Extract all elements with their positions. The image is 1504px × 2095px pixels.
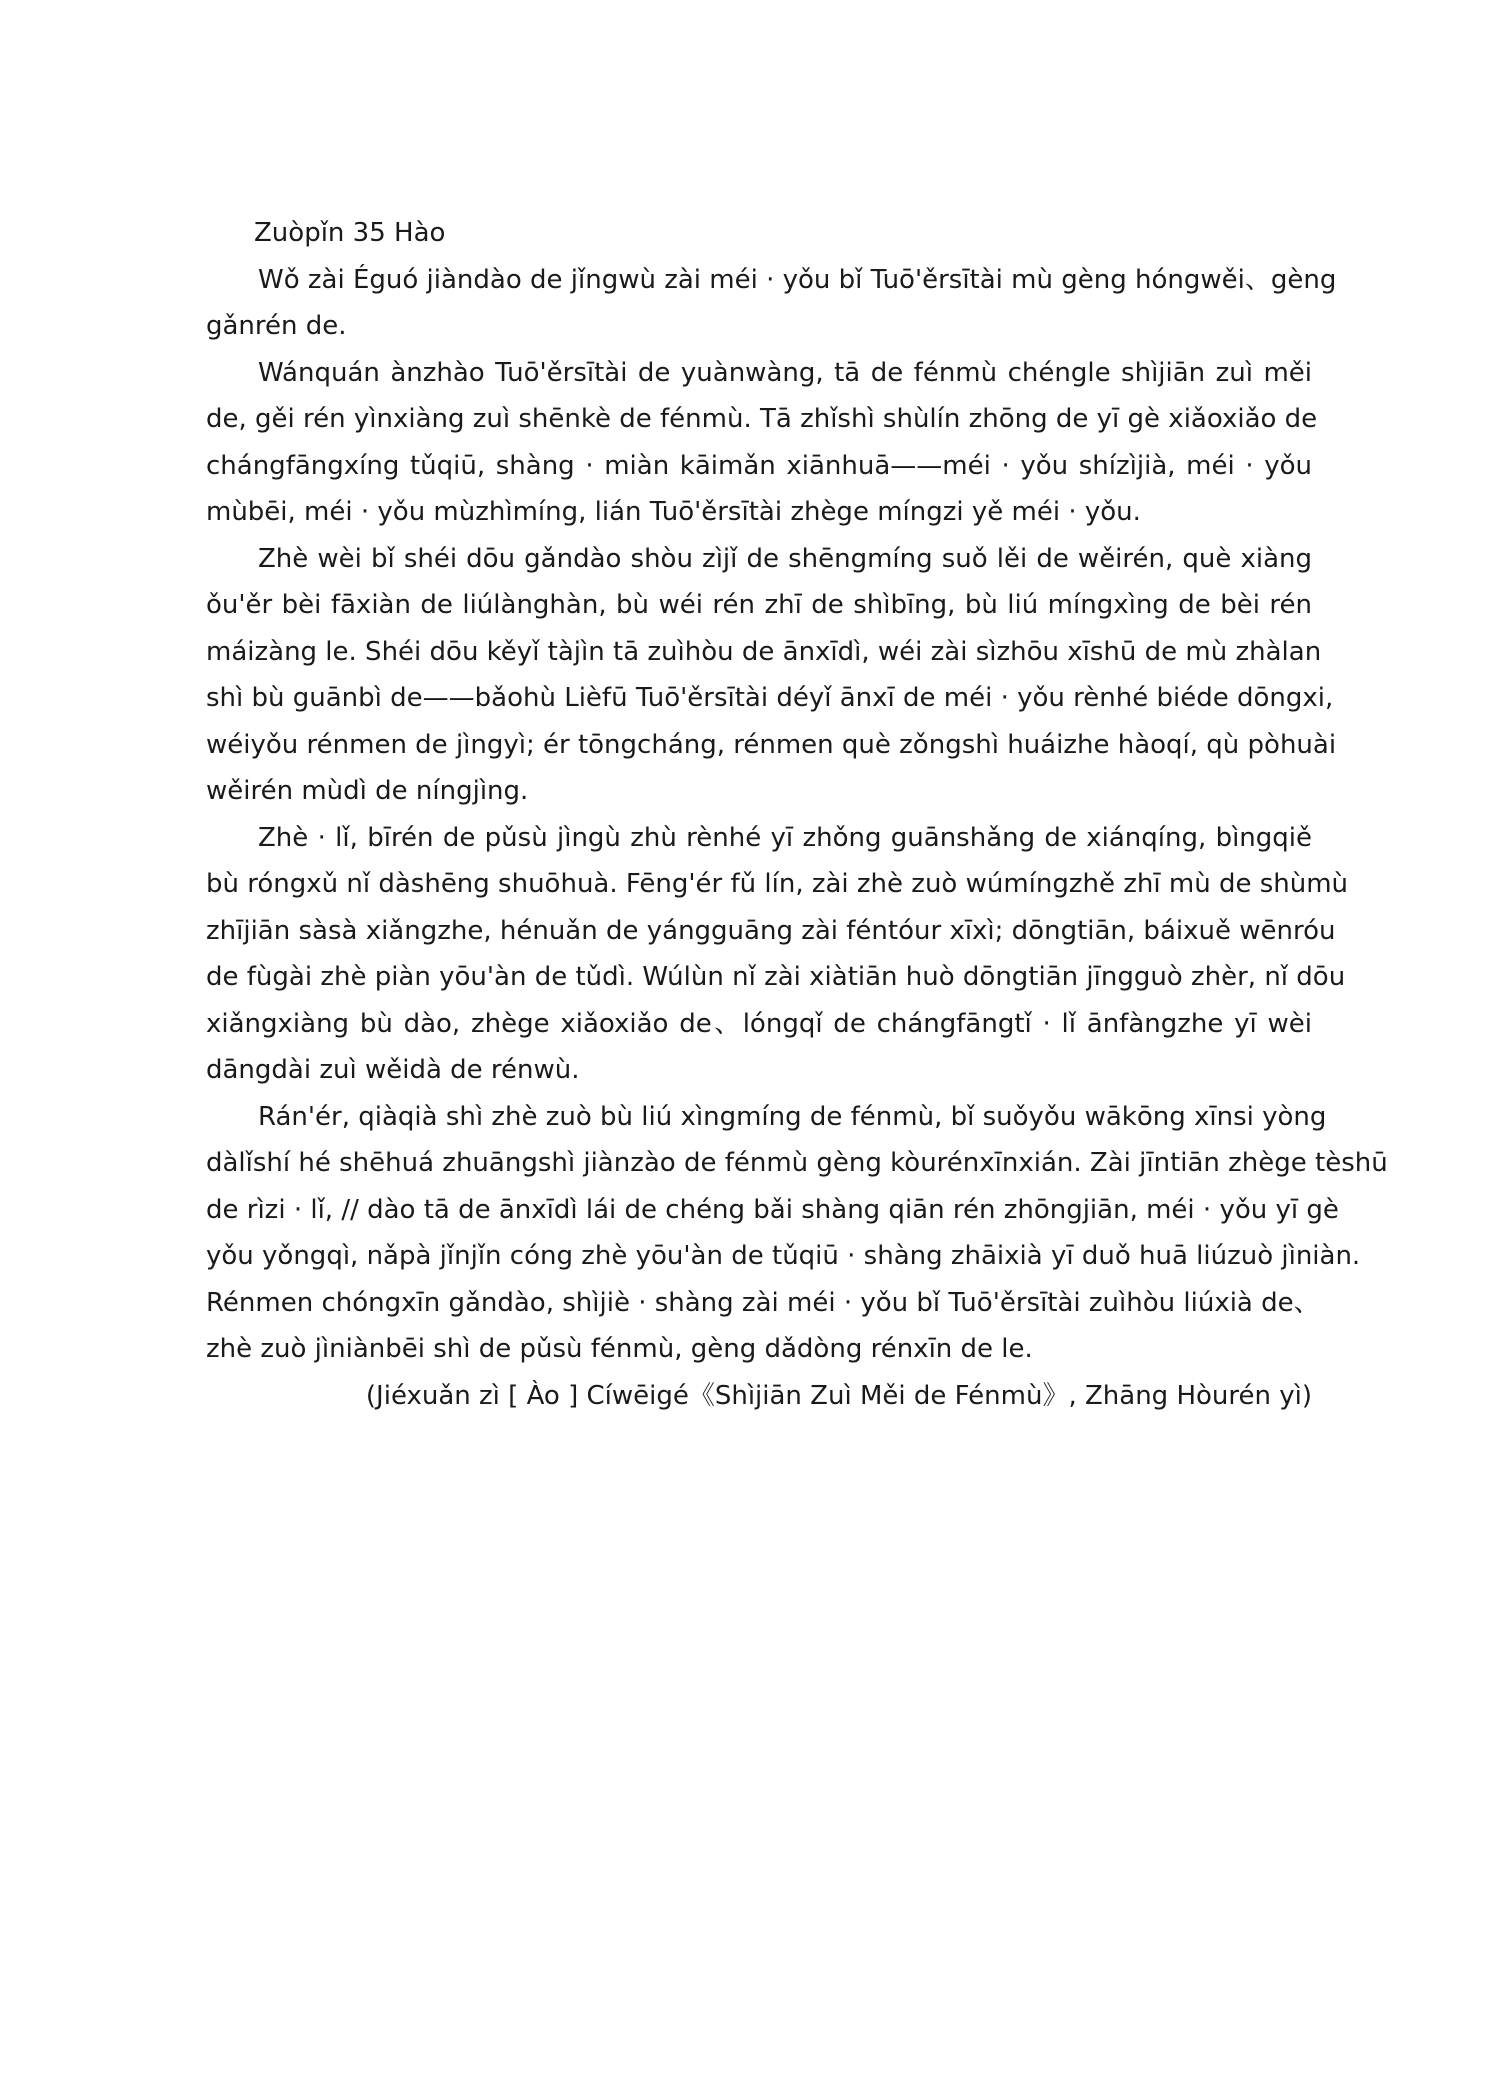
paragraph-line: Zhè wèi bǐ shéi dōu gǎndào shòu zìjǐ de shēngmíng suǒ lěi de wěirén, què xiàng <box>258 543 1312 574</box>
paragraph-line: Rán'ér, qiàqià shì zhè zuò bù liú xìngmíng de fénmù, bǐ suǒyǒu wākōng xīnsi yòng <box>258 1101 1327 1132</box>
paragraph-line: de fùgài zhè piàn yōu'àn de tǔdì. Wúlùn nǐ zài xiàtiān huò dōngtiān jīngguò zhèr, nǐ dōu <box>206 962 1346 992</box>
paragraph-line: wéiyǒu rénmen de jìngyì; ér tōngcháng, rénmen què zǒngshì huáizhe hàoqí, qù pòhuài <box>206 729 1337 760</box>
paragraph <box>206 815 1349 1094</box>
paragraph-line: Rénmen chóngxīn gǎndào, shìjiè · shàng zài méi · yǒu bǐ Tuō'ěrsītài zuìhòu liúxià de、 <box>206 1287 1320 1318</box>
paragraph-line: dàlǐshí hé shēhuá zhuāngshì jiànzào de fénmù gèng kòurénxīnxián. Zài jīntiān zhège tèshū <box>206 1148 1388 1178</box>
paragraph-line: yǒu yǒngqì, nǎpà jǐnjǐn cóng zhè yōu'àn de tǔqiū · shàng zhāixià yī duǒ huā liúzuò jìniàn. <box>206 1241 1361 1271</box>
paragraphs-container <box>206 257 1388 1373</box>
paragraph-line: zhījiān sàsà xiǎngzhe, hénuǎn de yángguāng zài féntóur xīxì; dōngtiān, báixuě wēnróu <box>206 915 1336 946</box>
paragraph-line: shì bù guānbì de——bǎohù Lièfū Tuō'ěrsītài déyǐ ānxī de méi · yǒu rènhé biéde dōngxi, <box>206 683 1334 713</box>
paragraph-line: bù róngxǔ nǐ dàshēng shuōhuà. Fēng'ér fǔ lín, zài zhè zuò wúmíngzhě zhī mù de shùmù <box>206 869 1349 899</box>
paragraph-line: xiǎngxiàng bù dào, zhège xiǎoxiǎo de、lóngqǐ de chángfāngtǐ · lǐ ānfàngzhe yī wèi <box>206 1008 1312 1039</box>
paragraph-line: mùbēi, méi · yǒu mùzhìmíng, lián Tuō'ěrsītài zhège míngzi yě méi · yǒu. <box>206 497 1141 527</box>
paragraph-line: chángfāngxíng tǔqiū, shàng · miàn kāimǎn xiānhuā——méi · yǒu shízìjià, méi · yǒu <box>206 450 1312 481</box>
paragraph-line: gǎnrén de. <box>206 311 347 341</box>
paragraph-line: ǒu'ěr bèi fāxiàn de liúlànghàn, bù wéi rén zhī de shìbīng, bù liú míngxìng de bèi rén <box>206 590 1312 620</box>
paragraph <box>206 536 1337 815</box>
source-citation: (Jiéxuǎn zì [ Ào ] Cíwēigé《Shìjiān Zuì Měi de Fénmù》, Zhāng Hòurén yì) <box>365 1380 1312 1411</box>
document-text <box>206 210 1388 1419</box>
paragraph-line: wěirén mùdì de níngjìng. <box>206 776 529 806</box>
paragraph-line: Wánquán ànzhào Tuō'ěrsītài de yuànwàng, tā de fénmù chéngle shìjiān zuì měi <box>258 357 1312 388</box>
paragraph-line: Zhè · lǐ, bīrén de pǔsù jìngù zhù rènhé yī zhǒng guānshǎng de xiánqíng, bìngqiě <box>258 822 1312 853</box>
paragraph-line: máizàng le. Shéi dōu kěyǐ tàjìn tā zuìhòu de ānxīdì, wéi zài sìzhōu xīshū de mù zhàlan <box>206 636 1322 667</box>
paragraph-line: dāngdài zuì wěidà de rénwù. <box>206 1055 580 1085</box>
document-title: Zuòpǐn 35 Hào <box>254 218 446 248</box>
paragraph-line: de rìzi · lǐ, // dào tā de ānxīdì lái de chéng bǎi shàng qiān rén zhōngjiān, méi · yǒu yī gè <box>206 1194 1339 1225</box>
paragraph-line: zhè zuò jìniànbēi shì de pǔsù fénmù, gèng dǎdòng rénxīn de le. <box>206 1334 1033 1364</box>
paragraph-line: de, gěi rén yìnxiàng zuì shēnkè de fénmù. Tā zhǐshì shùlín zhōng de yī gè xiǎoxiǎo de <box>206 404 1318 434</box>
paragraph <box>206 257 1337 350</box>
paragraph <box>206 1094 1388 1373</box>
paragraph <box>206 350 1318 536</box>
paragraph-line: Wǒ zài Éguó jiàndào de jǐngwù zài méi · yǒu bǐ Tuō'ěrsītài mù gèng hóngwěi、gèng <box>258 264 1337 295</box>
